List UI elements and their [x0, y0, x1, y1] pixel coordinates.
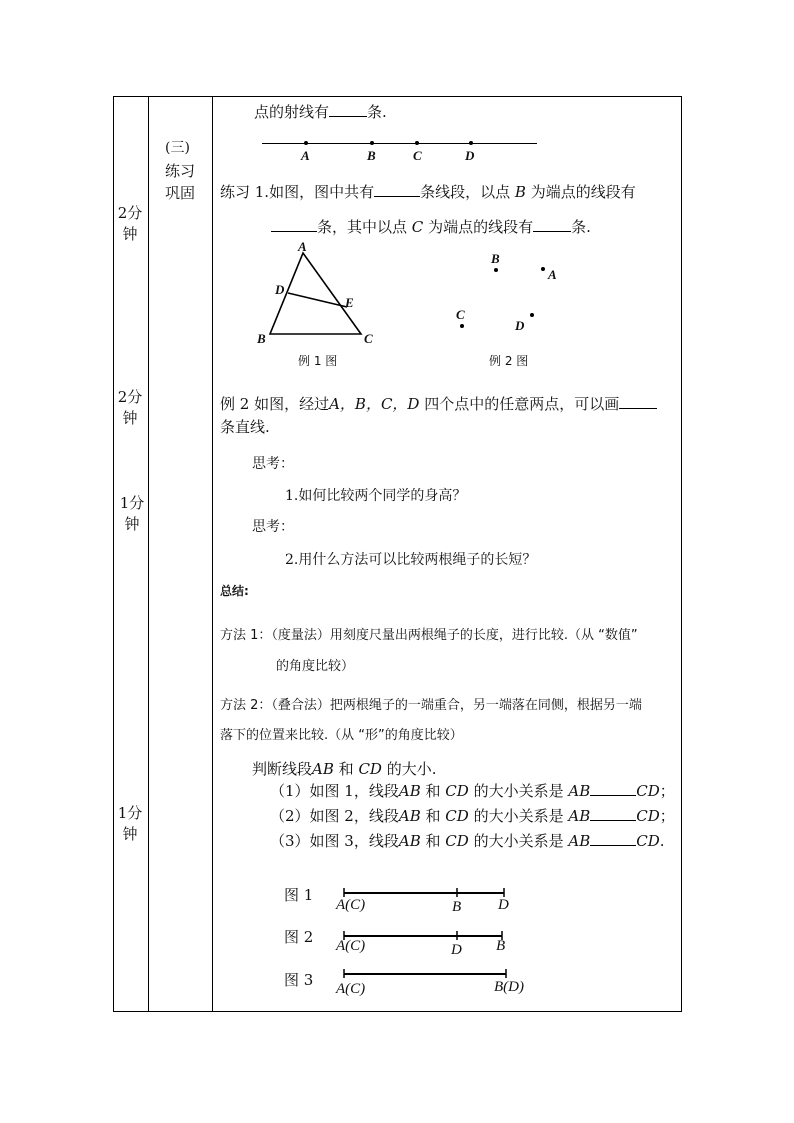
time-label-1: 2分钟 — [117, 204, 143, 243]
seg1-label-ac: A(C) — [336, 897, 366, 913]
table-divider-2 — [212, 96, 213, 1012]
summary-label: 总结: — [220, 584, 249, 598]
table-border-left — [113, 96, 114, 1012]
question-2: 2.用什么方法可以比较两根绳子的长短？ — [285, 552, 537, 568]
table-divider-1 — [148, 96, 149, 1012]
fig1-label-e: E — [345, 295, 354, 310]
segment-fig2 — [340, 928, 512, 944]
time-label-3: 1分钟 — [119, 494, 145, 533]
fig2-label-b: B — [491, 251, 500, 266]
fig2-point-d — [530, 313, 534, 317]
time-label-4: 1分钟 — [117, 804, 143, 843]
segment-fig3-title: 图 3 — [284, 971, 314, 989]
segment-fig1-title: 图 1 — [284, 886, 314, 904]
fig2-label-a: A — [548, 267, 557, 282]
ray-question-tail: 点的射线有 条. — [254, 103, 387, 121]
section-title-1: 练习 — [165, 162, 196, 180]
think-label-1: 思考： — [252, 456, 294, 472]
seg3-label-bd: B(D) — [494, 979, 524, 995]
point-c-dot — [415, 141, 419, 145]
segment-fig1 — [340, 885, 512, 901]
fig1-caption: 例 1 图 — [298, 354, 338, 368]
point-b-dot — [370, 141, 374, 145]
method-1-line-2: 的角度比较） — [276, 659, 355, 674]
seg2-label-ac: A(C) — [336, 938, 366, 954]
judge-question-1: （1）如图 1，线段AB 和 CD 的大小关系是 AB CD； — [270, 782, 675, 800]
example-2-line-1: 例 2 如图，经过A，B，C，D 四个点中的任意两点，可以画 — [220, 393, 657, 414]
seg2-label-b: B — [496, 938, 506, 954]
seg3-label-ac: A(C) — [336, 981, 366, 997]
think-label-2: 思考： — [252, 519, 294, 535]
table-border-right — [681, 96, 682, 1012]
question-1: 1.如何比较两个同学的身高？ — [285, 488, 467, 504]
fig2-label-d: D — [515, 318, 525, 333]
fig1-label-c: C — [364, 331, 373, 346]
method-1-line-1: 方法 1：（度量法）用刻度尺量出两根绳子的长度，进行比较.（从 “数值” — [220, 628, 638, 643]
example-2-line-2: 条直线. — [220, 418, 270, 436]
segment-fig3 — [340, 966, 512, 982]
exercise-1-line-2: 条，其中以点 C 为端点的线段有 条. — [271, 216, 591, 237]
judge-question-3: （3）如图 3，线段AB 和 CD 的大小关系是 AB CD. — [270, 832, 665, 850]
section-number: (三) — [165, 140, 190, 156]
point-d-dot — [469, 141, 473, 145]
point-d-label: D — [465, 148, 475, 163]
section-title-2: 巩固 — [165, 184, 196, 202]
point-b-label: B — [367, 148, 376, 163]
seg2-label-d: D — [451, 942, 462, 958]
segment-de — [288, 293, 347, 307]
point-a-dot — [304, 141, 308, 145]
table-border-top — [113, 96, 682, 97]
seg1-label-d: D — [498, 897, 509, 913]
method-2-line-1: 方法 2：（叠合法）把两根绳子的一端重合，另一端落在同侧，根据另一端 — [220, 698, 642, 713]
seg1-label-b: B — [452, 899, 462, 915]
fig1-label-d: D — [275, 282, 285, 297]
segment-fig2-title: 图 2 — [284, 928, 314, 946]
fig2-caption: 例 2 图 — [489, 354, 529, 368]
fig1-label-a: A — [298, 239, 307, 254]
judge-title: 判断线段AB 和 CD 的大小. — [252, 760, 437, 778]
exercise-1-line-1: 练习 1.如图，图中共有 条线段，以点 B 为端点的线段有 — [220, 183, 636, 201]
point-a-label: A — [301, 148, 310, 163]
fig2-label-c: C — [456, 307, 465, 322]
fig2-point-c — [460, 324, 464, 328]
fig2-point-b — [494, 268, 498, 272]
table-border-bottom — [113, 1011, 682, 1012]
method-2-line-2: 落下的位置来比较.（从 “形”的角度比较） — [220, 728, 463, 743]
fig2-point-a — [541, 267, 545, 271]
fig1-label-b: B — [257, 331, 266, 346]
point-c-label: C — [413, 148, 422, 163]
time-label-2: 2分钟 — [117, 388, 143, 427]
triangle-figure — [240, 235, 380, 345]
judge-question-2: （2）如图 2，线段AB 和 CD 的大小关系是 AB CD； — [270, 807, 675, 825]
